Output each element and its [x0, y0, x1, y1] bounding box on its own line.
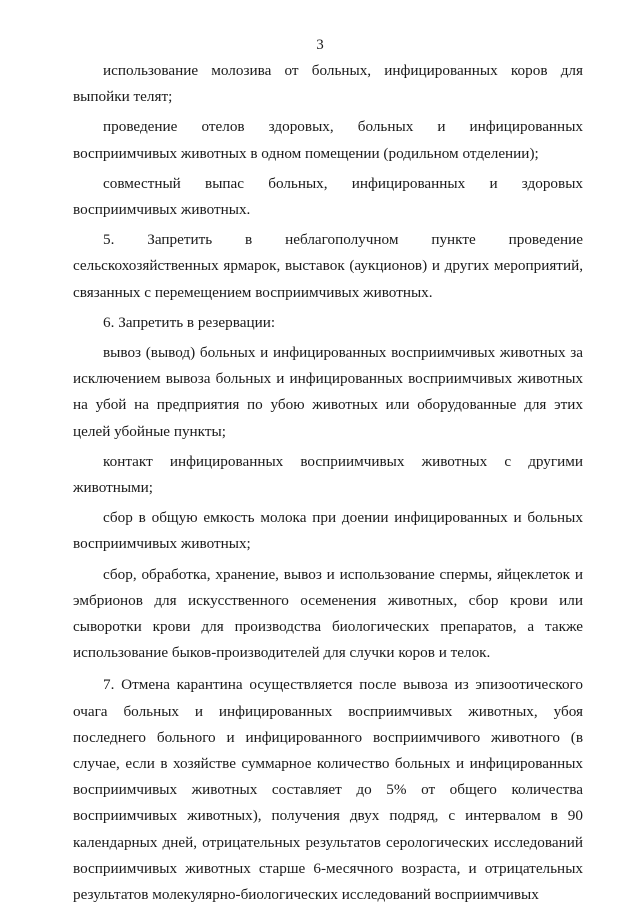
paragraph-sperm: сбор, обработка, хранение, вывоз и использование спермы, яйцеклеток и эмбрионов для искусственного осеменения животных, сбор крови или сыворотки крови для производства биологических препаратов, а также использование быков-производителей для случки коров и телок. [73, 565, 583, 662]
paragraph-contact: контакт инфицированных восприимчивых животных с другими животными; [73, 452, 583, 497]
paragraph-item-5: 5. Запретить в неблагополучном пункте проведение сельскохозяйственных ярмарок, выставок (аукционов) и других мероприятий, связанных с перемещением восприимчивых животных. [73, 231, 583, 301]
page-number: 3 [316, 37, 324, 53]
paragraph-milk: сбор в общую емкость молока при доении инфицированных и больных восприимчивых животных; [73, 509, 583, 553]
paragraph-colostrum: использование молозива от больных, инфицированных коров для выпойки телят; [73, 62, 583, 106]
document-body [73, 58, 583, 912]
paragraph-grazing: совместный выпас больных, инфицированных и здоровых восприимчивых животных. [73, 174, 583, 219]
paragraph-calving: проведение отелов здоровых, больных и инфицированных восприимчивых животных в одном помещении (родильном отделении); [73, 118, 583, 162]
paragraph-export: вывоз (вывод) больных и инфицированных восприимчивых животных за исключением вывоза больных и инфицированных восприимчивых животных на убой на предприятия по убою животных или оборудованные для этих целей убойные пункты; [73, 344, 583, 440]
paragraph-item-6: 6. Запретить в резервации: [103, 313, 276, 331]
paragraph-item-7: 7. Отмена карантина осуществляется после вывоза из эпизоотического очага больных и инфицированных восприимчивых животных, убоя последнего больного и инфицированного восприимчивого животного (в случае, если в хозяйстве суммарное количество больных и инфицированных восприимчивых животных составляет до 5% от общего количества восприимчивых животных), получения двух подряд, с интервалом в 90 календарных дней, отрицательных результатов серологических исследований восприимчивых животных старше 6-месячного возраста, и отрицательных результатов молекулярно-биологических исследований восприимчивых [73, 676, 583, 904]
